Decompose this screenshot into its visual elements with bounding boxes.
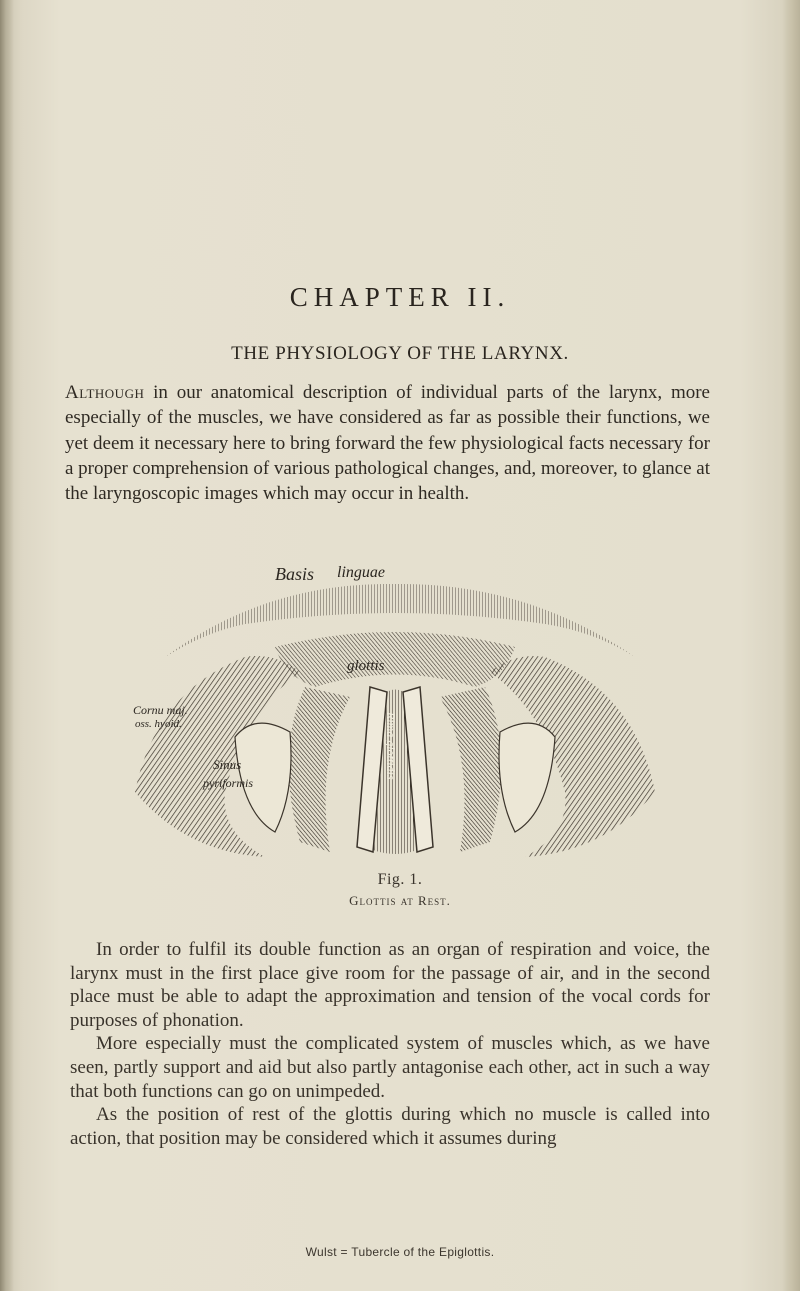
figure-caption: Glottis at Rest.: [349, 893, 451, 908]
body-paragraph-2: More especially must the complicated system of muscles which, as we have seen, partly support and aid but also partly antagonise each other, act in such a way that both functions can go on unimpeded.: [70, 1033, 710, 1102]
label-oss-hyoid: oss. hyoid.: [135, 718, 182, 730]
label-glottis: glottis: [347, 658, 385, 674]
figure-number: Fig. 1.: [377, 871, 423, 888]
label-pyriformis: pyriformis: [203, 776, 254, 790]
intro-lead-word: Although: [65, 382, 145, 403]
footnote: Wulst = Tubercle of the Epiglottis.: [305, 1245, 495, 1259]
intro-paragraph: [65, 380, 710, 506]
right-sinus-shape: [499, 723, 555, 832]
section-title: THE PHYSIOLOGY OF THE LARYNX.: [231, 343, 569, 364]
label-basis: Basis: [275, 564, 315, 584]
label-rima-glottidis: Rima glottidis: [384, 712, 398, 780]
glottis-figure: [125, 562, 665, 862]
glottis-engraving: [125, 562, 665, 862]
page-spine-shadow: [0, 0, 14, 1291]
intro-text: in our anatomical description of individual parts of the larynx, more especially of the muscles, we have considered as far as possible their functions, we yet deem it necessary here to bring forward the few physiological facts necessary for a proper comprehension of various pathological changes, and, moreover, to glance at the laryngoscopic images which may occur in health.: [65, 382, 711, 505]
page-edge-shadow: [782, 0, 800, 1291]
epiglottis-shape: [275, 632, 515, 687]
body-paragraph-1: In order to fulfil its double function as an organ of respiration and voice, the larynx must in the first place give room for the passage of air, and in the second place must be able to adapt the approximation and tension of the vocal cords for purposes of phonation.: [70, 939, 710, 1031]
label-sinus: Sinus: [213, 757, 242, 772]
body-paragraph-3: As the position of rest of the glottis during which no muscle is called into action, that position may be considered which it assumes during: [70, 1104, 710, 1149]
left-fold-shape: [289, 687, 350, 852]
label-linguae: linguae: [337, 564, 385, 581]
label-cornu: Cornu maj.: [133, 703, 188, 717]
right-fold-shape: [440, 687, 501, 852]
chapter-title: CHAPTER II.: [289, 282, 511, 312]
body-text: [70, 938, 710, 1150]
